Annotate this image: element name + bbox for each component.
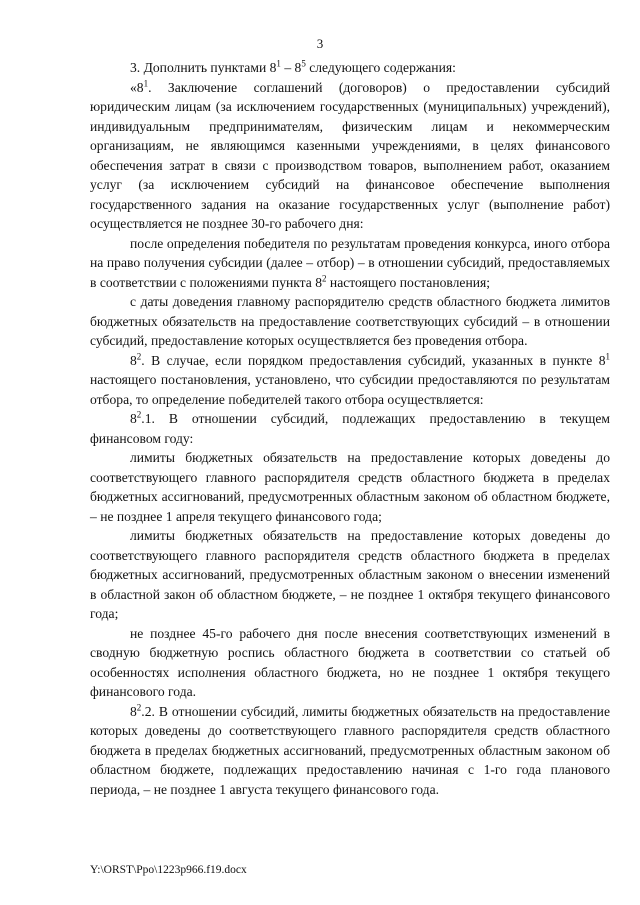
paragraph-amendment-intro: 3. Дополнить пунктами $8^1 - 8^5$ следующего содержания:: [130, 58, 456, 75]
superscript-index: 2: [136, 350, 142, 361]
paragraph-45th-day: не позднее 45-го рабочего дня после внесения соответствующих изменений в сводную бюджетную роспись областного бюджета в соответствии со статьей об особенностях исполнения областного бюджета, но не позднее 1 октября текущего финансового года.: [90, 625, 610, 699]
file-path-footer: Y:\ORST\Ppo\1223p966.f19.docx: [90, 864, 247, 876]
page-number: 3: [316, 36, 324, 51]
document-body: [90, 58, 610, 799]
superscript-index: 2: [136, 701, 142, 712]
superscript-index: 2: [322, 272, 327, 283]
paragraph-8-2-2: $8^2.2$. В отношении субсидий, лимиты бюджетных обязательств на предоставление которых доведены до соответствующего главного распорядителя средств областного бюджета в пределах бюджетных ассигнований, предусмотренных областным законом об областном бюджете, подлежащих предоставлению начиная с 1-го года планового периода, – не позднее 1 августа текущего финансового года.: [90, 701, 610, 797]
paragraph-8-2-1: $8^2.1$. В отношении субсидий, подлежащих предоставлению в текущем финансовом году:: [90, 409, 610, 446]
paragraph-limits-october: лимиты бюджетных обязательств на предоставление которых доведены до соответствующего главного распорядителя средств областного бюджета в пределах бюджетных ассигнований, предусмотренных областным законом о внесении изменений в областной закон об областном бюджете, – не позднее 1 октября текущего финансового года;: [90, 528, 610, 621]
paragraph-limits-april: лимиты бюджетных обязательств на предоставление которых доведены до соответствующего главного распорядителя средств областного бюджета в пределах бюджетных ассигнований, предусмотренных областным законом об областном бюджете, – не позднее 1 апреля текущего финансового года;: [90, 450, 610, 524]
superscript-index: 2: [136, 409, 142, 420]
superscript-index: 5: [301, 58, 306, 69]
superscript-index: 1: [605, 350, 610, 361]
paragraph-from-date: с даты доведения главному распорядителю средств областного бюджета лимитов бюджетных обязательств на предоставление соответствующих субсидий – в отношении субсидий, предоставление которых осуществляется без проведения отбора.: [90, 294, 610, 348]
superscript-index: 1: [276, 58, 281, 69]
paragraph-8-2: $8^2$. В случае, если порядком предоставления субсидий, указанных в пункте $8^1$ настоящего постановления, установлено, что субсидии предоставляются по результатам отбора, то определение победителей такого отбора осуществляется:: [90, 350, 610, 407]
superscript-index: 1: [143, 77, 149, 88]
paragraph-8-1: «$8^1$. Заключение соглашений (договоров) о предоставлении субсидий юридическим лицам (за исключением государственных (муниципальных) учреждений), индивидуальным предпринимателям, физическим лицам и некоммерческим организациям, не являющимся казенными учреждениями, в целях финансового обеспечения затрат в связи с производством товаров, выполнением работ, оказанием услуг (за исключением субсидий на финансовое обеспечение выполнения государственного задания на оказание государственных услуг (выполнение работ) осуществляется не позднее 30-го рабочего дня:: [90, 77, 610, 231]
paragraph-after-winner: после определения победителя по результатам проведения конкурса, иного отбора на право получения субсидии (далее – отбор) – в отношении субсидий, предоставляемых в соответствии с положениями пункта $8^2$ настоящего постановления;: [90, 235, 610, 290]
